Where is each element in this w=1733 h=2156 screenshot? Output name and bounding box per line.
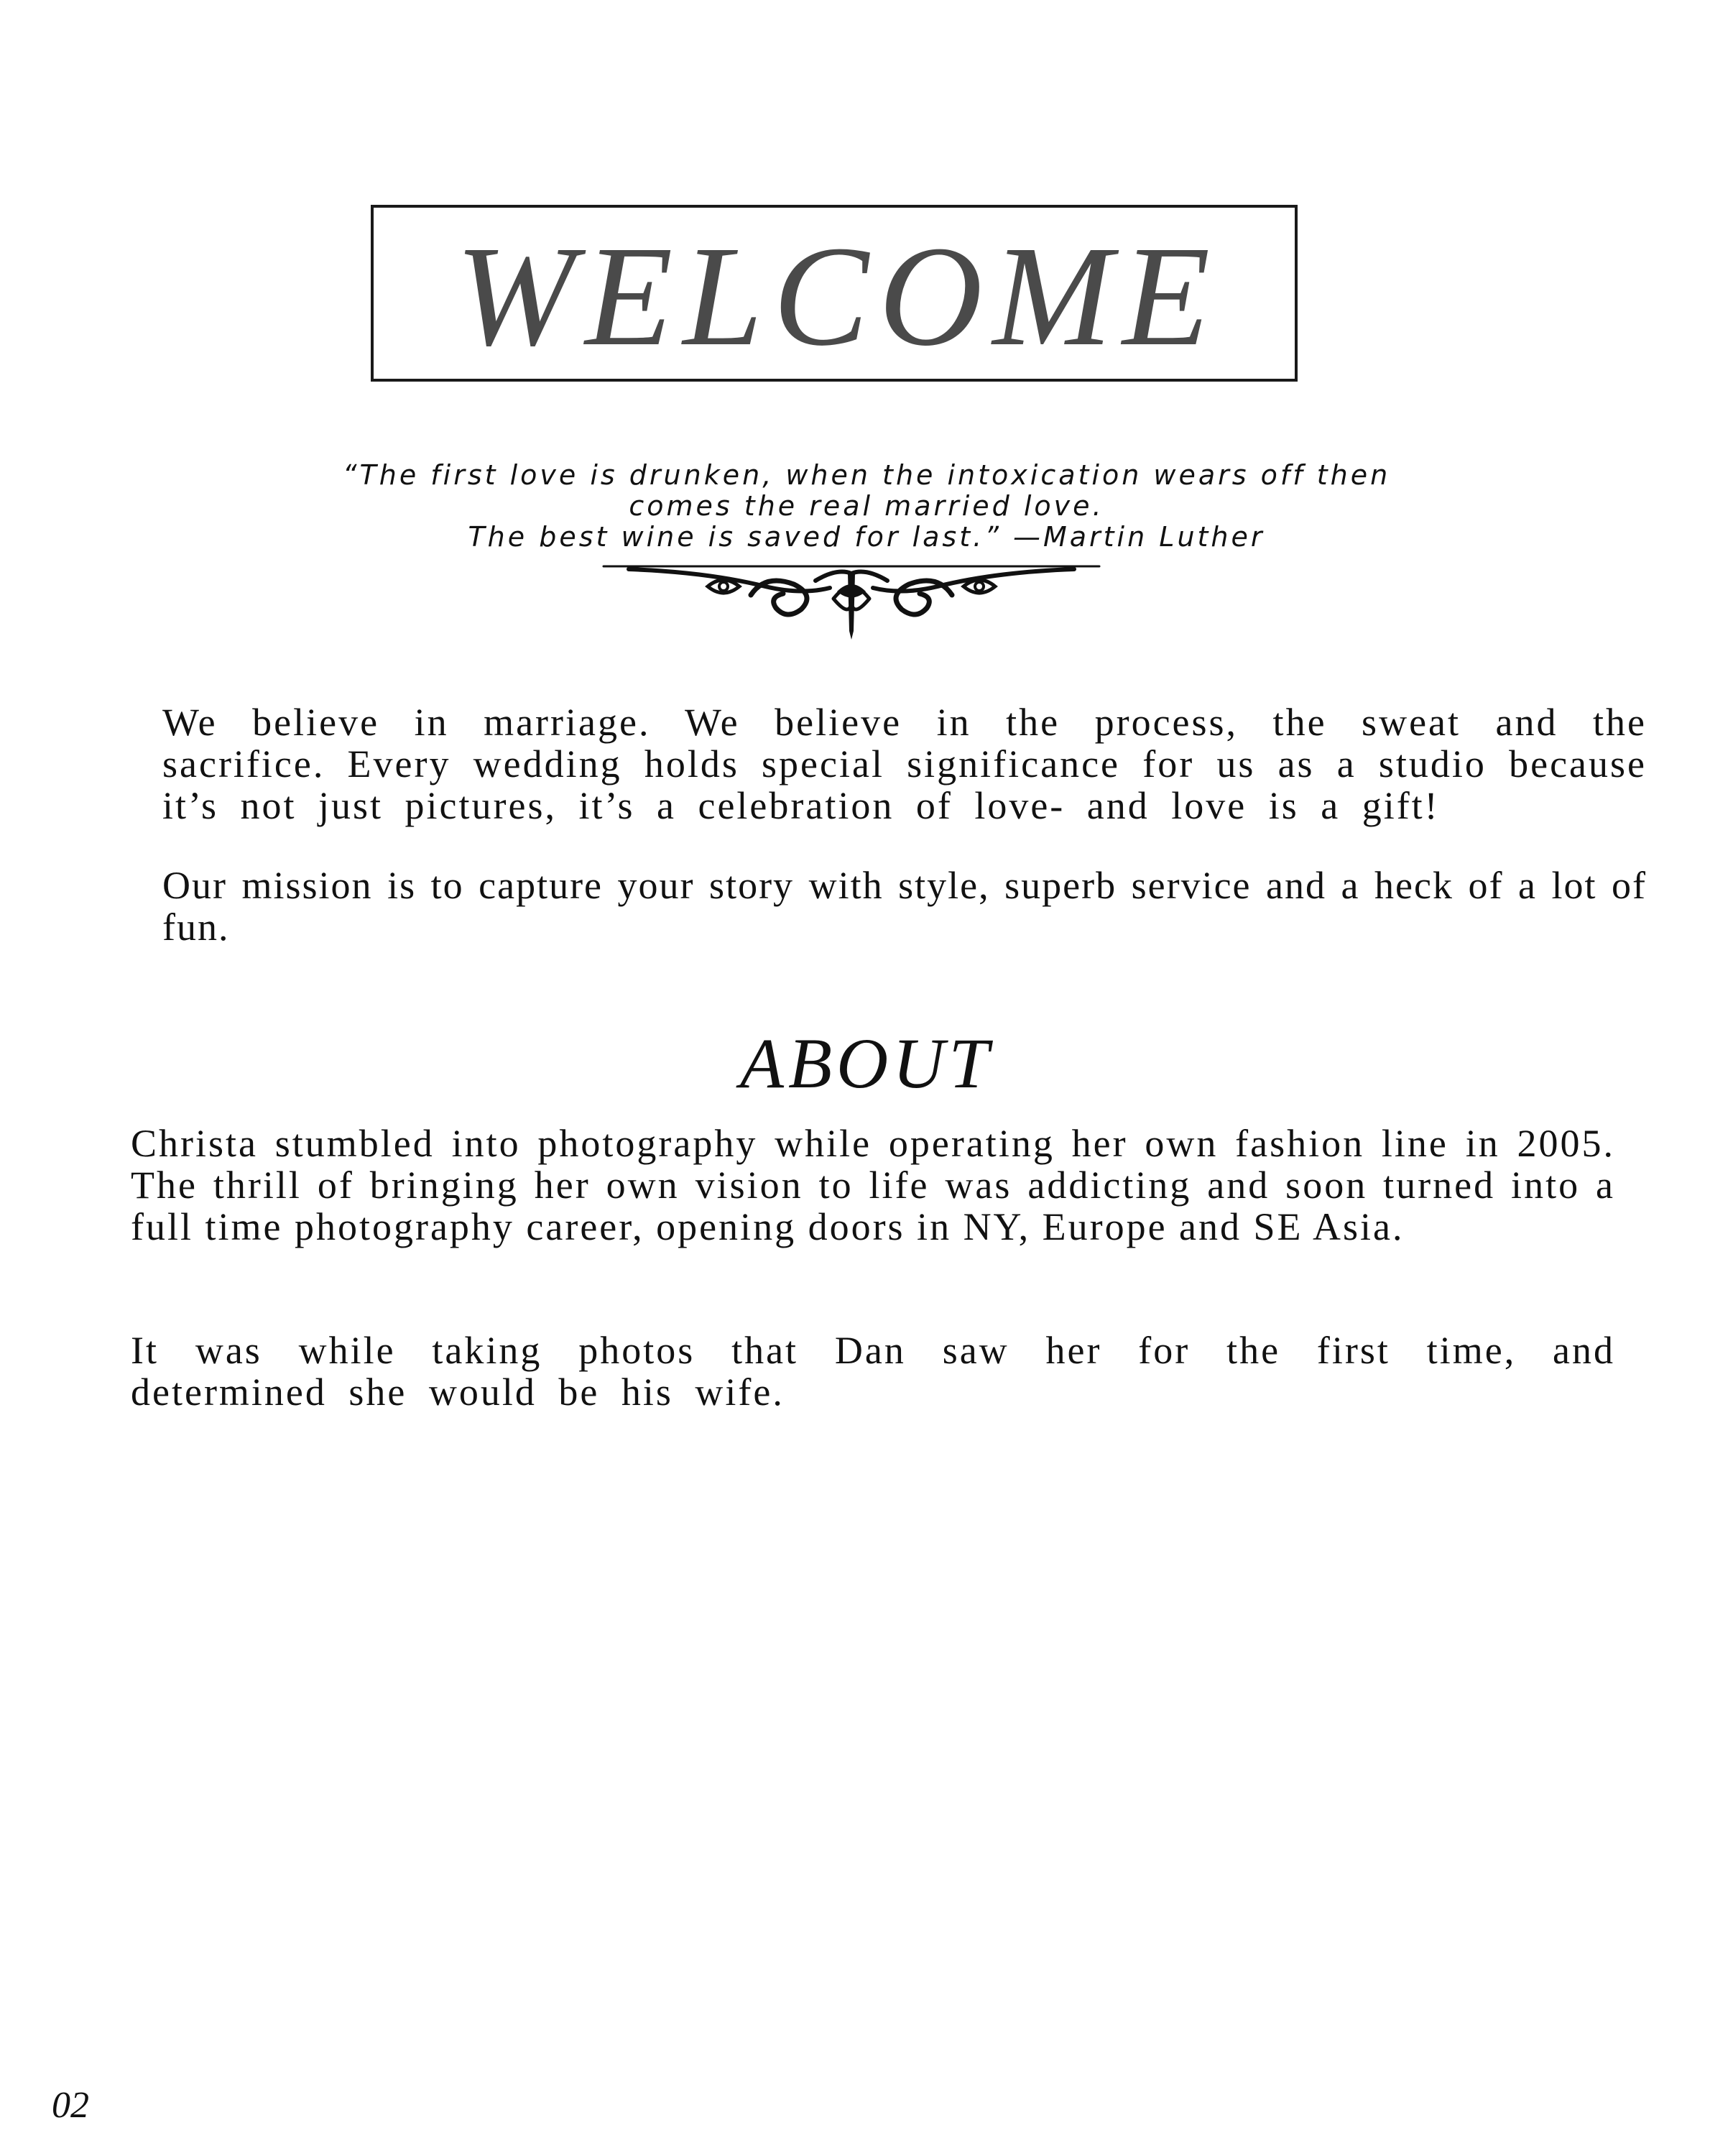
welcome-title: WELCOME [455,217,1221,376]
about-paragraph-2: It was while taking photos that Dan saw her for the first time, and determined she would be his wife. [131,1329,1615,1414]
about-heading: ABOUT [739,1023,994,1103]
quote-line: “The first love is drunken, when the intoxication wears off then [342,459,1391,491]
page-number: 02 [52,2085,89,2126]
quote-line: The best wine is saved for last.” —Martin Luther [468,521,1265,553]
mission-paragraph: Our mission is to capture your story with style, superb service and a heck of a lot of fun. [162,864,1647,949]
about-paragraph: Christa stumbled into photography while operating her own fashion line in 2005. The thrill of bringing her own vision to life was addicting and soon turned into a full time photography career, opening doors in NY, Europe and SE Asia. [131,1122,1615,1248]
intro-paragraph: We believe in marriage. We believe in the process, the sweat and the sacrifice. Every wedding holds special significance for us as a studio because it’s not just pictures, it’s a celebration of love- and love is a gift! [162,701,1647,827]
quote-line: comes the real married love. [629,490,1104,522]
flourish-divider-icon [600,559,1103,642]
martin-luther-quote [216,460,1517,553]
welcome-frame [371,205,1298,382]
